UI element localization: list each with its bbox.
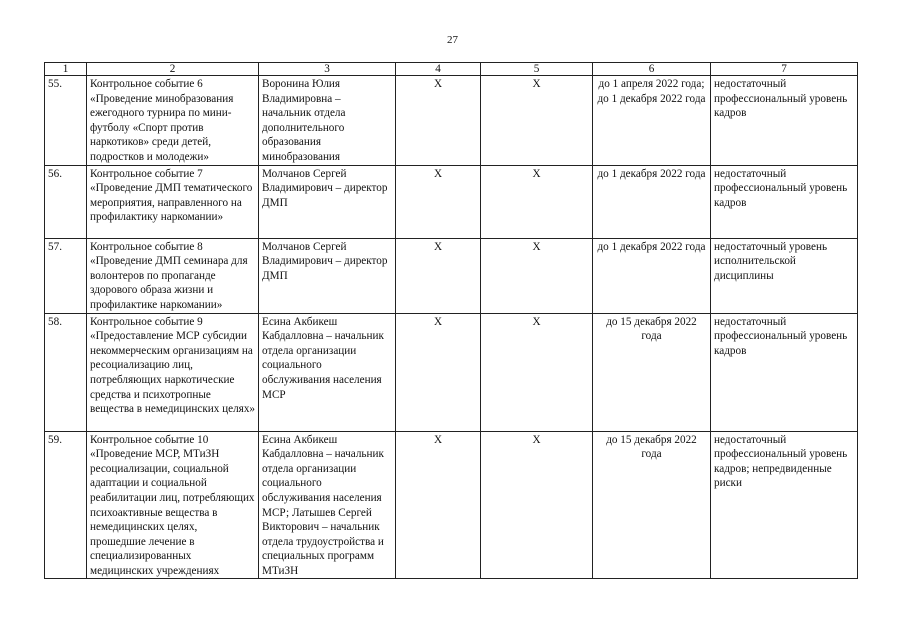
column-header-5: 5 xyxy=(481,63,593,76)
risk-cell: недостаточный профессиональный уровень кадров xyxy=(711,313,858,431)
table-header xyxy=(45,63,858,76)
table-body xyxy=(45,76,858,579)
column4-mark: X xyxy=(396,238,481,313)
column5-mark: X xyxy=(481,76,593,166)
event-cell: Контрольное событие 9 «Предоставление МСР субсидии некоммерческим организациям на ресоциализацию лиц, потребляющих наркотические средства и психотропные вещества в немедицинских целях» xyxy=(87,313,259,431)
column4-mark: X xyxy=(396,313,481,431)
column5-mark: X xyxy=(481,238,593,313)
responsible-cell: Молчанов Сергей Владимирович – директор ДМП xyxy=(259,165,396,238)
risk-cell: недостаточный профессиональный уровень кадров xyxy=(711,165,858,238)
column-header-2: 2 xyxy=(87,63,259,76)
table-row xyxy=(45,76,858,166)
responsible-cell: Молчанов Сергей Владимирович – директор ДМП xyxy=(259,238,396,313)
row-number: 59. xyxy=(45,431,87,579)
row-number: 57. xyxy=(45,238,87,313)
control-events-table xyxy=(44,62,858,579)
column4-mark: X xyxy=(396,76,481,166)
event-cell: Контрольное событие 8 «Проведение ДМП семинара для волонтеров по пропаганде здорового образа жизни и профилактике наркомании» xyxy=(87,238,259,313)
deadline-cell: до 15 декабря 2022 года xyxy=(593,431,711,579)
column4-mark: X xyxy=(396,431,481,579)
column-header-6: 6 xyxy=(593,63,711,76)
column-header-7: 7 xyxy=(711,63,858,76)
column5-mark: X xyxy=(481,165,593,238)
table-row xyxy=(45,313,858,431)
deadline-cell: до 1 декабря 2022 года xyxy=(593,165,711,238)
responsible-cell: Воронина Юлия Владимировна – начальник отдела дополнительного образования минобразования xyxy=(259,76,396,166)
table-row xyxy=(45,431,858,579)
column5-mark: X xyxy=(481,313,593,431)
column4-mark: X xyxy=(396,165,481,238)
header-row xyxy=(45,63,858,76)
event-cell: Контрольное событие 10 «Проведение МСР, МТиЗН ресоциализации, социальной адаптации и социальной реабилитации лиц, потребляющих психоактивные вещества в немедицинских целях, прошедшие лечение в специализированных медицинских учреждениях xyxy=(87,431,259,579)
deadline-cell: до 1 апреля 2022 года; до 1 декабря 2022 года xyxy=(593,76,711,166)
page-number: 27 xyxy=(447,34,458,46)
responsible-cell: Есина Акбикеш Кабдалловна – начальник отдела организации социального обслуживания населения МСР xyxy=(259,313,396,431)
row-number: 55. xyxy=(45,76,87,166)
column-header-3: 3 xyxy=(259,63,396,76)
deadline-cell: до 15 декабря 2022 года xyxy=(593,313,711,431)
event-cell: Контрольное событие 7 «Проведение ДМП тематического мероприятия, направленного на профилактику наркомании» xyxy=(87,165,259,238)
column-header-4: 4 xyxy=(396,63,481,76)
column-header-1: 1 xyxy=(45,63,87,76)
deadline-cell: до 1 декабря 2022 года xyxy=(593,238,711,313)
column5-mark: X xyxy=(481,431,593,579)
table-row xyxy=(45,238,858,313)
risk-cell: недостаточный профессиональный уровень кадров; непредвиденные риски xyxy=(711,431,858,579)
row-number: 56. xyxy=(45,165,87,238)
row-number: 58. xyxy=(45,313,87,431)
table-row xyxy=(45,165,858,238)
risk-cell: недостаточный профессиональный уровень кадров xyxy=(711,76,858,166)
responsible-cell: Есина Акбикеш Кабдалловна – начальник отдела организации социального обслуживания населения МСР; Латышев Сергей Викторович – начальник отдела трудоустройства и специальных программ МТиЗН xyxy=(259,431,396,579)
risk-cell: недостаточный уровень исполнительской дисциплины xyxy=(711,238,858,313)
event-cell: Контрольное событие 6 «Проведение минобразования ежегодного турнира по мини-футболу «Спорт против наркотиков» среди детей, подростков и молодежи» xyxy=(87,76,259,166)
